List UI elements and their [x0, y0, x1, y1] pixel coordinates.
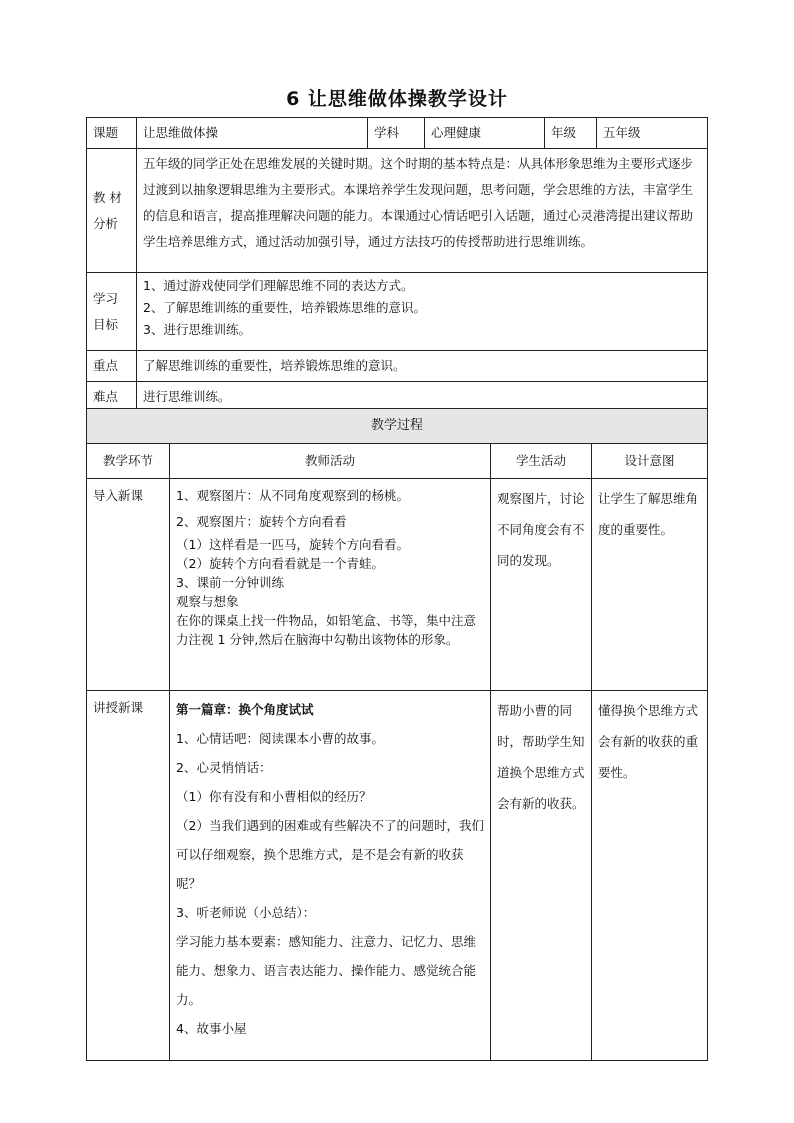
chapter-heading: 第一篇章：换个角度试试 [176, 702, 314, 717]
design-intent-cell: 懂得换个思维方式会有新的收获的重要性。 [592, 691, 708, 1061]
teacher-line: 1、观察图片：从不同角度观察到的杨桃。 [176, 488, 409, 503]
label-jiaocai-line1: 教 材 [93, 189, 122, 205]
teacher-activity-cell [170, 479, 491, 691]
teacher-line: （2）当我们遇到的困难或有些解决不了的问题时，我们可以仔细观察，换个思维方式，是不是会有新的收获呢？ [176, 818, 484, 891]
teacher-line: （1）这样看是一匹马，旋转个方向看看。 [176, 537, 409, 552]
label-mubiao [87, 273, 137, 351]
teacher-line: 观察与想象 [176, 594, 239, 609]
table-row [87, 479, 708, 691]
goal-item: 3、进行思维训练。 [143, 322, 251, 337]
table-row [87, 691, 708, 1061]
student-activity-cell: 帮助小曹的同时，帮助学生知道换个思维方式会有新的收获。 [491, 691, 592, 1061]
lesson-info-table [86, 117, 708, 413]
teaching-process-table [86, 408, 708, 1061]
teacher-activity-cell [170, 691, 491, 1061]
label-mubiao-line1: 学习 [93, 290, 119, 306]
teacher-line: （2）旋转个方向看看就是一个青蛙。 [176, 556, 384, 571]
value-zhongdian: 了解思维训练的重要性，培养锻炼思维的意识。 [137, 351, 708, 382]
label-nandian: 难点 [87, 382, 137, 413]
process-band-header: 教学过程 [87, 409, 708, 444]
col-header-teacher: 教师活动 [170, 444, 491, 479]
goal-item: 2、了解思维训练的重要性，培养锻炼思维的意识。 [143, 300, 426, 315]
label-jiaocai [87, 149, 137, 273]
label-zhongdian: 重点 [87, 351, 137, 382]
col-header-intent: 设计意图 [592, 444, 708, 479]
col-header-student: 学生活动 [491, 444, 592, 479]
value-keti: 让思维做体操 [137, 118, 368, 149]
teacher-line: （1）你有没有和小曹相似的经历？ [176, 789, 372, 804]
label-xueke: 学科 [368, 118, 425, 149]
teacher-line: 学习能力基本要素：感知能力、注意力、记忆力、思维能力、想象力、语言表达能力、操作能力、感觉统合能力。 [176, 934, 477, 1007]
learning-goals [137, 273, 708, 351]
stage-cell: 导入新课 [87, 479, 170, 691]
col-header-stage: 教学环节 [87, 444, 170, 479]
value-nianji: 五年级 [597, 118, 708, 149]
goal-item: 1、通过游戏使同学们理解思维不同的表达方式。 [143, 278, 414, 293]
teacher-line: 3、课前一分钟训练 [176, 575, 284, 590]
label-nianji: 年级 [545, 118, 597, 149]
student-activity-cell: 观察图片，讨论不同角度会有不同的发现。 [491, 479, 592, 691]
design-intent-cell: 让学生了解思维角度的重要性。 [592, 479, 708, 691]
label-jiaocai-line2: 分析 [93, 215, 119, 231]
teacher-line: 3、听老师说（小总结）： [176, 905, 316, 920]
teacher-line: 1、心情话吧：阅读课本小曹的故事。 [176, 731, 384, 746]
jiaocai-analysis-text: 五年级的同学正处在思维发展的关键时期。这个时期的基本特点是：从具体形象思维为主要形式逐步过渡到以抽象逻辑思维为主要形式。本课培养学生发现问题，思考问题，学会思维的方法，丰富学生的信息和语言，提高推理解决问题的能力。本课通过心情话吧引入话题，通过心灵港湾提出建议帮助学生培养思维方式，通过活动加强引导，通过方法技巧的传授帮助进行思维训练。 [137, 149, 708, 273]
teacher-line: 在你的课桌上找一件物品，如铅笔盒、书等，集中注意力注视 1 分钟,然后在脑海中勾勒出该物体的形象。 [176, 613, 477, 647]
label-mubiao-line2: 目标 [93, 316, 119, 332]
teacher-line: 2、观察图片：旋转个方向看看 [176, 514, 347, 529]
stage-cell: 讲授新课 [87, 691, 170, 1061]
page-title: 6 让思维做体操教学设计 [286, 88, 508, 110]
teacher-line: 2、心灵悄悄话： [176, 760, 272, 775]
value-xueke: 心理健康 [425, 118, 545, 149]
label-keti: 课题 [87, 118, 137, 149]
value-nandian: 进行思维训练。 [137, 382, 708, 413]
teacher-line: 4、故事小屋 [176, 1021, 247, 1036]
